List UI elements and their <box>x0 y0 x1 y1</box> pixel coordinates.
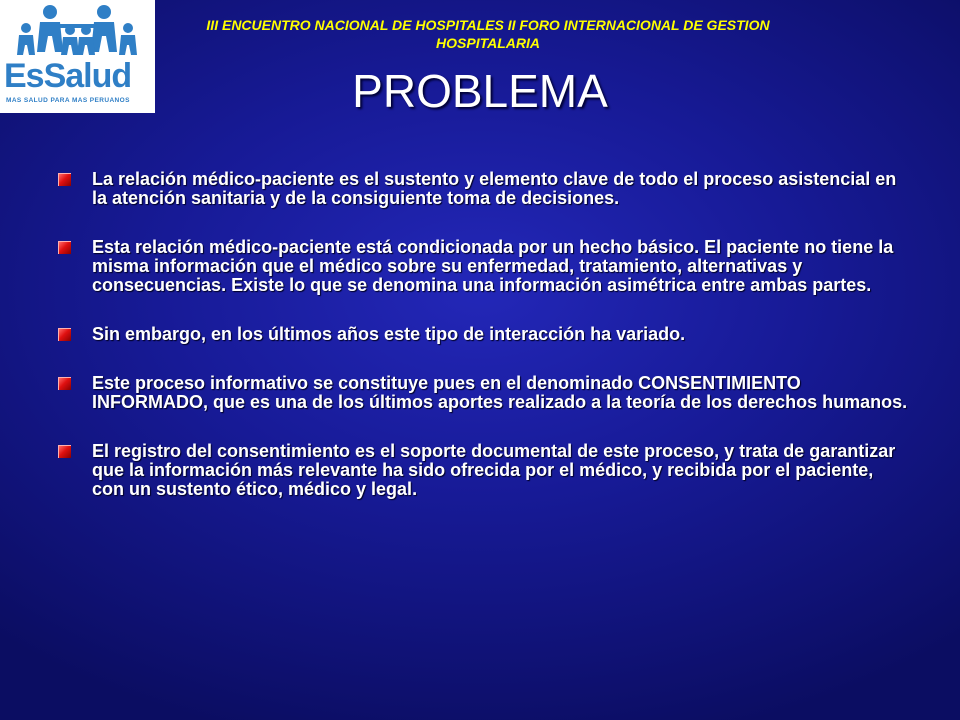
bullet-item <box>58 325 908 344</box>
red-square-bullet-icon <box>58 377 71 390</box>
logo-wordmark: EsSalud <box>4 57 132 95</box>
slide-title: PROBLEMA <box>352 65 608 117</box>
red-square-bullet-icon <box>58 241 71 254</box>
bullet-text: El registro del consentimiento es el soporte documental de este proceso, y trata de garantizar que la información más relevante ha sido ofrecida por el médico, y recibida por el paciente, con un sustento ético, médico y legal. <box>92 441 896 499</box>
red-square-bullet-icon <box>58 173 71 186</box>
bullet-text: La relación médico-paciente es el sustento y elemento clave de todo el proceso asistencial en la atención sanitaria y de la consiguiente toma de decisiones. <box>92 169 897 208</box>
bullet-item <box>58 238 908 295</box>
essalud-logo <box>0 0 155 113</box>
logo-tagline: MAS SALUD PARA MAS PERUANOS <box>6 97 130 104</box>
bullet-text: Esta relación médico-paciente está condicionada por un hecho básico. El paciente no tiene la misma información que el médico sobre su enfermedad, tratamiento, alternativas y consecuencias. Existe lo que se denomina una información asimétrica entre ambas partes. <box>92 237 894 295</box>
bullet-text: Sin embargo, en los últimos años este tipo de interacción ha variado. <box>92 324 686 344</box>
bullet-item <box>58 442 908 499</box>
bullet-item <box>58 170 908 208</box>
bullet-item <box>58 374 908 412</box>
bullet-text: Este proceso informativo se constituye pues en el denominado CONSENTIMIENTO INFORMADO, que es una de los últimos aportes realizado a la teoría de los derechos humanos. <box>92 373 908 412</box>
bullet-list <box>58 170 908 529</box>
event-header: III ENCUENTRO NACIONAL DE HOSPITALES II FORO INTERNACIONAL DE GESTION HOSPITALARIA <box>206 17 770 51</box>
red-square-bullet-icon <box>58 328 71 341</box>
family-figures-icon <box>0 0 155 60</box>
red-square-bullet-icon <box>58 445 71 458</box>
